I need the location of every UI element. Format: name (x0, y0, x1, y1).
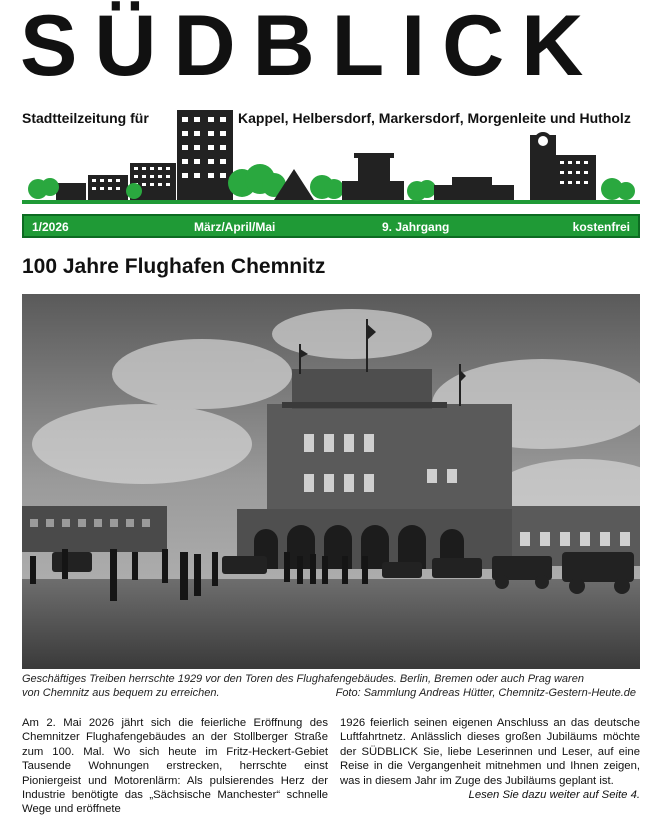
masthead-title: SÜDBLICK (20, 0, 601, 94)
article-headline: 100 Jahre Flughafen Chemnitz (22, 255, 326, 278)
masthead-subtitle-left: Stadtteilzeitung für (22, 110, 149, 126)
article-column-2 (340, 716, 640, 802)
issue-number: 1/2026 (32, 220, 69, 234)
article-text-1: Am 2. Mai 2026 jährt sich die feierliche Eröffnung des Chemnitzer Flughafengebäudes an der Stollberger Straße zum 100. Mal. Wo sich heute im Fritz-Heckert-Gebiet Tausende Wohnungen erstrecken, herrschte einst Pioniergeist und Motorenlärm: Als pulsierendes Herz der Industrie benötigte das „Sächsische Manchester“ schnelle Wege und eröffnete (22, 717, 328, 816)
issue-volume: 9. Jahrgang (382, 220, 450, 234)
article-column-1 (22, 716, 328, 817)
issue-months: März/April/Mai (194, 220, 276, 234)
issue-bar (22, 214, 640, 238)
caption-line-1: Geschäftiges Treiben herrschte 1929 vor den Toren des Flughafengebäudes. Berlin, Bremen oder auch Prag waren (22, 673, 584, 685)
caption-line-2: von Chemnitz aus bequem zu erreichen. (22, 687, 220, 699)
photo-credit: Foto: Sammlung Andreas Hütter, Chemnitz-Gestern-Heute.de (335, 687, 636, 699)
masthead-subtitle-right: Kappel, Helbersdorf, Markersdorf, Morgenleite und Hutholz (238, 110, 631, 126)
article-text-2: 1926 feierlich seinen eigenen Anschluss an das deutsche Luftfahrtnetz. Anlässlich dieses großen Jubiläums möchte der SÜDBLICK Sie, liebe Leserinnen und Leser, auf eine Reise in die Vergangenheit mitnehmen und Ihnen zeigen, was in diesem Jahr im Zuge des Jubiläums geplant ist. (340, 717, 640, 787)
issue-price: kostenfrei (572, 220, 630, 234)
continue-teaser: Lesen Sie dazu weiter auf Seite 4. (468, 789, 640, 802)
photo-caption (22, 672, 640, 700)
airport-historic-photo (22, 294, 640, 669)
